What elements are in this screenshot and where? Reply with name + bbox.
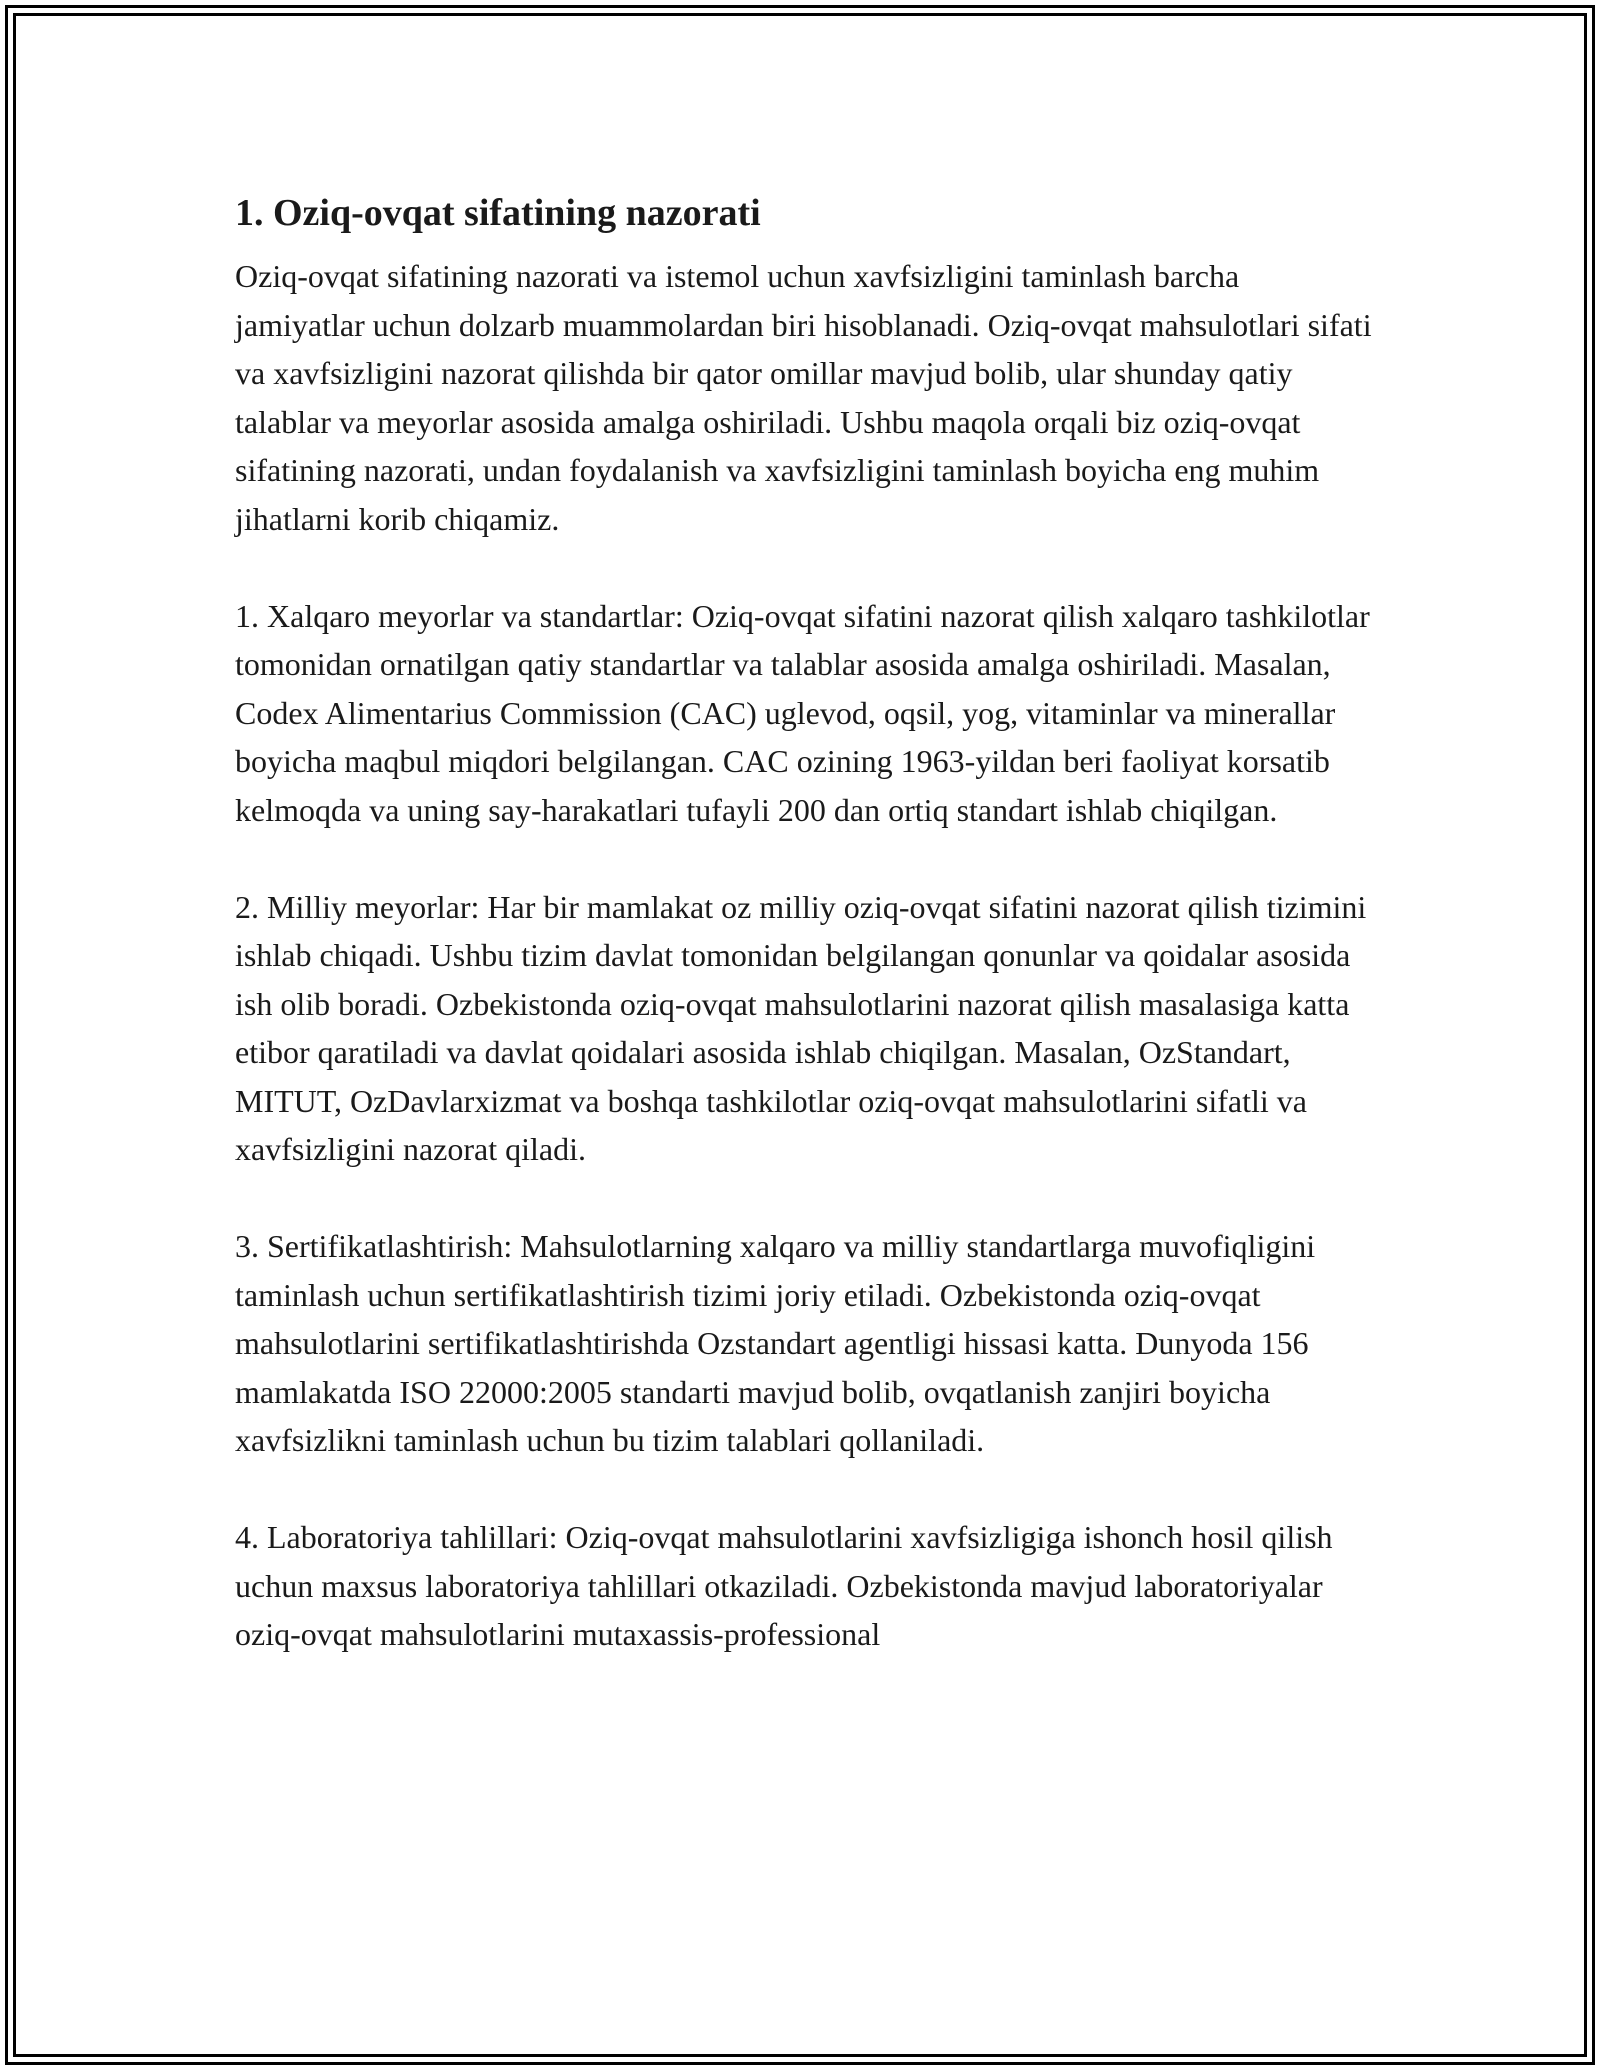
section-laboratory-analysis: 4. Laboratoriya tahlillari: Oziq-ovqat mahsulotlarini xavfsizligiga ishonch hosil qilish uchun maxsus laboratoriya tahlillari otkaziladi. Ozbekistonda mavjud laboratoriyalar oziq-ovqat mahsulotlarini mutaxassis-professional bbox=[235, 1519, 1333, 1652]
document-heading: 1. Oziq-ovqat sifatining nazorati bbox=[235, 192, 761, 234]
section-international-standards: 1. Xalqaro meyorlar va standartlar: Oziq-ovqat sifatini nazorat qilish xalqaro tashkilotlar tomonidan ornatilgan qatiy standartlar va talablar asosida amalga oshiriladi. Masalan, Codex Alimentarius Commission (CAC) uglevod, oqsil, yog, vitaminlar va minerallar boyicha maqbul miqdori belgilangan. CAC ozining 1963-yildan beri faoliyat korsatib kelmoqda va uning say-harakatlari tufayli 200 dan ortiq standart ishlab chiqilgan. bbox=[235, 597, 1370, 828]
section-certification: 3. Sertifikatlashtirish: Mahsulotlarning xalqaro va milliy standartlarga muvofiqligini taminlash uchun sertifikatlashtirish tizimi joriy etiladi. Ozbekistonda oziq-ovqat mahsulotlarini sertifikatlashtirishda Ozstandart agentligi hissasi katta. Dunyoda 156 mamlakatda ISO 22000:2005 standarti mavjud bolib, ovqatlanish zanjiri boyicha xavfsizlikni taminlash uchun bu tizim talablari qollaniladi. bbox=[235, 1228, 1316, 1458]
document-body bbox=[235, 188, 1375, 1707]
intro-paragraph: Oziq-ovqat sifatining nazorati va istemol uchun xavfsizligini taminlash barcha jamiyatlar uchun dolzarb muammolardan biri hisoblanadi. Oziq-ovqat mahsulotlari sifati va xavfsizligini nazorat qilishda bir qator omillar mavjud bolib, ular shunday qatiy talablar va meyorlar asosida amalga oshiriladi. Ushbu maqola orqali biz oziq-ovqat sifatining nazorati, undan foydalanish va xavfsizligini taminlash boyicha eng muhim jihatlarni korib chiqamiz. bbox=[235, 258, 1372, 537]
section-national-standards: 2. Milliy meyorlar: Har bir mamlakat oz milliy oziq-ovqat sifatini nazorat qilish tizimini ishlab chiqadi. Ushbu tizim davlat tomonidan belgilangan qonunlar va qoidalar asosida ish olib boradi. Ozbekistonda oziq-ovqat mahsulotlarini nazorat qilish masalasiga katta etibor qaratiladi va davlat qoidalari asosida ishlab chiqilgan. Masalan, OzStandart, MITUT, OzDavlarxizmat va boshqa tashkilotlar oziq-ovqat mahsulotlarini sifatli va xavfsizligini nazorat qiladi. bbox=[235, 888, 1367, 1167]
